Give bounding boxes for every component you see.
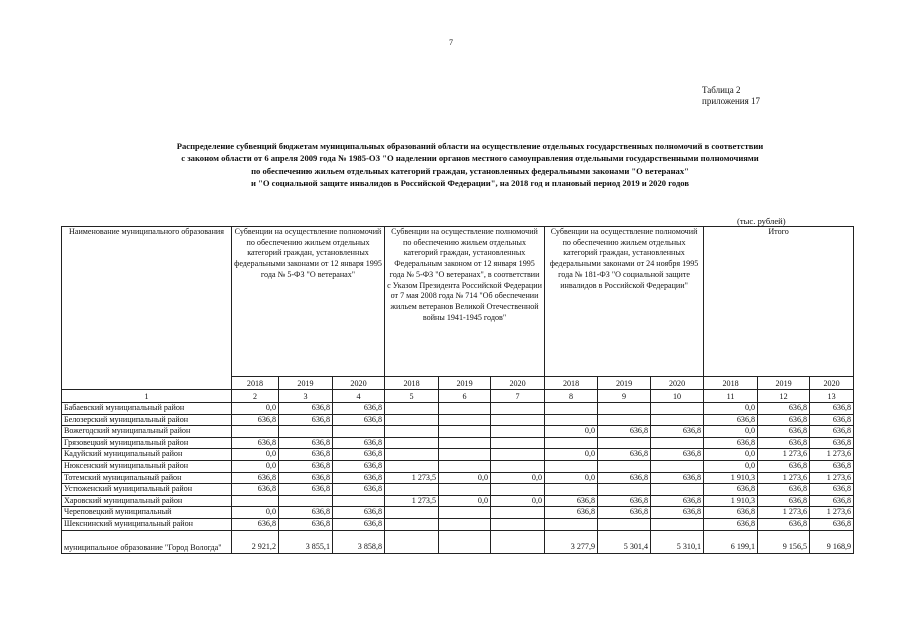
value-cell: [598, 518, 651, 530]
header-row: [62, 227, 854, 377]
value-cell: [491, 449, 545, 461]
year-cell: 2020: [810, 377, 854, 390]
year-cell: 2019: [279, 377, 333, 390]
municipality-name: Харовский муниципальный район: [62, 495, 232, 507]
column-number-row: [62, 390, 854, 403]
table-row: [62, 472, 854, 484]
value-cell: [385, 437, 439, 449]
value-cell: 636,8: [598, 449, 651, 461]
value-cell: 1 273,6: [758, 507, 810, 519]
value-cell: [598, 414, 651, 426]
page-number: 7: [449, 38, 453, 47]
column-number: 2: [232, 390, 279, 403]
value-cell: [545, 437, 598, 449]
value-cell: 5 310,1: [651, 530, 704, 553]
value-cell: 0,0: [545, 449, 598, 461]
municipality-name: Грязовецкий муниципальный район: [62, 437, 232, 449]
column-number: 1: [62, 390, 232, 403]
value-cell: 1 273,6: [810, 449, 854, 461]
column-number: 7: [491, 390, 545, 403]
header-name: Наименование муниципального образования: [62, 227, 232, 390]
column-number: 10: [651, 390, 704, 403]
value-cell: 636,8: [810, 437, 854, 449]
value-cell: 636,8: [333, 518, 385, 530]
value-cell: 636,8: [810, 460, 854, 472]
value-cell: [491, 426, 545, 438]
value-cell: 0,0: [545, 472, 598, 484]
value-cell: [651, 484, 704, 496]
column-number: 13: [810, 390, 854, 403]
value-cell: [439, 484, 491, 496]
value-cell: 636,8: [758, 414, 810, 426]
table-row: [62, 484, 854, 496]
value-cell: 0,0: [232, 403, 279, 415]
value-cell: [385, 414, 439, 426]
value-cell: 636,8: [810, 426, 854, 438]
municipality-name: Кадуйский муниципальный район: [62, 449, 232, 461]
subvention-table: [61, 226, 854, 554]
value-cell: 0,0: [704, 403, 758, 415]
value-cell: [385, 460, 439, 472]
value-cell: 636,8: [758, 484, 810, 496]
value-cell: 636,8: [279, 507, 333, 519]
table-row: [62, 495, 854, 507]
value-cell: 636,8: [704, 507, 758, 519]
value-cell: 636,8: [333, 460, 385, 472]
value-cell: 636,8: [232, 414, 279, 426]
year-cell: 2019: [439, 377, 491, 390]
value-cell: [279, 426, 333, 438]
value-cell: 636,8: [333, 449, 385, 461]
value-cell: 0,0: [439, 495, 491, 507]
value-cell: 636,8: [758, 426, 810, 438]
header-group2: Субвенции на осуществление полномочий по обеспечению жильем отдельных категорий граждан, установленных Федеральным законом от 12 января 1995 года № 5-ФЗ "О ветеранах", в соответствии с Указом Президента Российской Федерации от 7 мая 2008 года № 714 "Об обеспечении жильем ветеранов Великой Отечественной войны 1941-1945 годов": [385, 227, 545, 377]
value-cell: [439, 426, 491, 438]
year-cell: 2018: [704, 377, 758, 390]
value-cell: 636,8: [810, 484, 854, 496]
value-cell: 1 910,3: [704, 472, 758, 484]
value-cell: [651, 518, 704, 530]
value-cell: [279, 495, 333, 507]
value-cell: 636,8: [279, 460, 333, 472]
header-total: Итого: [704, 227, 854, 377]
value-cell: 636,8: [279, 518, 333, 530]
value-cell: 636,8: [651, 507, 704, 519]
value-cell: [439, 530, 491, 553]
value-cell: 636,8: [545, 507, 598, 519]
value-cell: 636,8: [545, 495, 598, 507]
value-cell: 5 301,4: [598, 530, 651, 553]
table-row: [62, 530, 854, 553]
value-cell: 636,8: [279, 437, 333, 449]
value-cell: [651, 460, 704, 472]
value-cell: 0,0: [232, 507, 279, 519]
value-cell: 3 855,1: [279, 530, 333, 553]
value-cell: [491, 507, 545, 519]
value-cell: 636,8: [279, 472, 333, 484]
year-cell: 2018: [545, 377, 598, 390]
table-note-line1: Таблица 2: [702, 85, 741, 95]
column-number: 8: [545, 390, 598, 403]
municipality-name: Череповецкий муниципальный: [62, 507, 232, 519]
value-cell: 0,0: [439, 472, 491, 484]
value-cell: [491, 530, 545, 553]
municipality-name: Белозерский муниципальный район: [62, 414, 232, 426]
value-cell: [545, 484, 598, 496]
value-cell: [651, 437, 704, 449]
value-cell: 636,8: [232, 472, 279, 484]
value-cell: 1 273,6: [758, 472, 810, 484]
table-row: [62, 460, 854, 472]
value-cell: 636,8: [279, 449, 333, 461]
value-cell: [545, 403, 598, 415]
year-cell: 2020: [491, 377, 545, 390]
value-cell: 636,8: [651, 472, 704, 484]
value-cell: [491, 437, 545, 449]
value-cell: 636,8: [758, 518, 810, 530]
column-number: 9: [598, 390, 651, 403]
value-cell: [385, 518, 439, 530]
value-cell: 636,8: [651, 426, 704, 438]
value-cell: 636,8: [232, 437, 279, 449]
year-cell: 2020: [333, 377, 385, 390]
value-cell: [385, 507, 439, 519]
table-row: [62, 507, 854, 519]
municipality-name: Устюженский муниципальный район: [62, 484, 232, 496]
municipality-name: Шекснинский муниципальный район: [62, 518, 232, 530]
value-cell: 1 273,5: [385, 472, 439, 484]
table-row: [62, 518, 854, 530]
value-cell: 1 273,5: [385, 495, 439, 507]
value-cell: 9 156,5: [758, 530, 810, 553]
value-cell: 636,8: [598, 507, 651, 519]
value-cell: 636,8: [651, 449, 704, 461]
value-cell: 636,8: [758, 460, 810, 472]
value-cell: 636,8: [279, 403, 333, 415]
value-cell: 0,0: [545, 426, 598, 438]
value-cell: 636,8: [333, 403, 385, 415]
title-line2: с законом области от 6 апреля 2009 года № 1985-ОЗ "О наделении органов местного самоуправления отдельными государственными полномочиями: [181, 153, 759, 164]
table-row: [62, 449, 854, 461]
value-cell: 0,0: [704, 426, 758, 438]
value-cell: 636,8: [333, 472, 385, 484]
value-cell: [439, 403, 491, 415]
municipality-name: муниципальное образование "Город Вологда": [62, 530, 232, 553]
table-note: [702, 85, 760, 107]
value-cell: 636,8: [810, 518, 854, 530]
value-cell: 2 921,2: [232, 530, 279, 553]
value-cell: 1 273,6: [810, 507, 854, 519]
value-cell: 1 273,6: [758, 449, 810, 461]
value-cell: [439, 437, 491, 449]
value-cell: 636,8: [598, 495, 651, 507]
value-cell: 0,0: [232, 449, 279, 461]
value-cell: 0,0: [491, 495, 545, 507]
value-cell: 636,8: [810, 403, 854, 415]
value-cell: 636,8: [704, 518, 758, 530]
value-cell: [598, 403, 651, 415]
value-cell: 0,0: [704, 460, 758, 472]
units-label: (тыс. рублей): [737, 216, 786, 226]
year-cell: 2018: [385, 377, 439, 390]
value-cell: 0,0: [704, 449, 758, 461]
value-cell: [491, 414, 545, 426]
header-group1: Субвенции на осуществление полномочий по обеспечению жильем отдельных категорий граждан, установленных федеральными законами от 12 января 1995 года № 5-ФЗ "О ветеранах": [232, 227, 385, 377]
value-cell: [598, 437, 651, 449]
value-cell: [439, 518, 491, 530]
title-line1: Распределение субвенций бюджетам муниципальных образований области на осуществление отдельных государственных полномочий в соответствии: [176, 141, 764, 151]
year-cell: 2019: [758, 377, 810, 390]
value-cell: 3 277,9: [545, 530, 598, 553]
value-cell: 1 910,3: [704, 495, 758, 507]
value-cell: 1 273,6: [810, 472, 854, 484]
value-cell: 0,0: [232, 460, 279, 472]
title-line3: по обеспечению жильем отдельных категорий граждан, установленных федеральными законами "О ветеранах": [251, 165, 689, 176]
year-cell: 2018: [232, 377, 279, 390]
value-cell: [385, 426, 439, 438]
value-cell: 636,8: [333, 414, 385, 426]
value-cell: [439, 507, 491, 519]
value-cell: 9 168,9: [810, 530, 854, 553]
municipality-name: Вожегодский муниципальный район: [62, 426, 232, 438]
value-cell: 636,8: [758, 437, 810, 449]
document-title: [110, 140, 830, 189]
value-cell: [232, 426, 279, 438]
header-group3: Субвенции на осуществление полномочий по обеспечению жильем отдельных категорий граждан, установленных федеральными законами от 24 ноября 1995 года № 181-ФЗ "О социальной защите инвалидов в Российской Федерации": [545, 227, 704, 377]
value-cell: [651, 414, 704, 426]
municipality-name: Тотемский муниципальный район: [62, 472, 232, 484]
value-cell: [333, 426, 385, 438]
value-cell: [232, 495, 279, 507]
year-cell: 2019: [598, 377, 651, 390]
value-cell: 636,8: [704, 414, 758, 426]
year-cell: 2020: [651, 377, 704, 390]
column-number: 5: [385, 390, 439, 403]
value-cell: [385, 449, 439, 461]
value-cell: [385, 403, 439, 415]
value-cell: [598, 484, 651, 496]
table-row: [62, 437, 854, 449]
table-note-line2: приложения 17: [702, 96, 761, 106]
value-cell: [545, 460, 598, 472]
value-cell: 636,8: [333, 484, 385, 496]
title-line4: и "О социальной защите инвалидов в Российской Федерации", на 2018 год и плановый период 2019 и 2020 годов: [250, 177, 690, 188]
column-number: 6: [439, 390, 491, 403]
value-cell: 6 199,1: [704, 530, 758, 553]
value-cell: 636,8: [333, 507, 385, 519]
table-row: [62, 403, 854, 415]
value-cell: 636,8: [279, 484, 333, 496]
value-cell: 636,8: [758, 403, 810, 415]
municipality-name: Нюксенский муниципальный район: [62, 460, 232, 472]
column-number: 11: [704, 390, 758, 403]
value-cell: 636,8: [704, 484, 758, 496]
value-cell: 636,8: [598, 472, 651, 484]
value-cell: [598, 460, 651, 472]
value-cell: [651, 403, 704, 415]
value-cell: 636,8: [279, 414, 333, 426]
value-cell: [545, 414, 598, 426]
value-cell: 636,8: [810, 414, 854, 426]
value-cell: [491, 518, 545, 530]
value-cell: [439, 449, 491, 461]
column-number: 4: [333, 390, 385, 403]
value-cell: [439, 414, 491, 426]
value-cell: [385, 484, 439, 496]
value-cell: [491, 460, 545, 472]
value-cell: [333, 495, 385, 507]
value-cell: [439, 460, 491, 472]
value-cell: 3 858,8: [333, 530, 385, 553]
value-cell: 636,8: [598, 426, 651, 438]
table-row: [62, 414, 854, 426]
value-cell: [491, 403, 545, 415]
value-cell: 0,0: [491, 472, 545, 484]
value-cell: [385, 530, 439, 553]
value-cell: [545, 518, 598, 530]
value-cell: 636,8: [232, 484, 279, 496]
value-cell: 636,8: [704, 437, 758, 449]
column-number: 3: [279, 390, 333, 403]
municipality-name: Бабаевский муниципальный район: [62, 403, 232, 415]
value-cell: [491, 484, 545, 496]
table-row: [62, 426, 854, 438]
value-cell: 636,8: [810, 495, 854, 507]
value-cell: 636,8: [333, 437, 385, 449]
value-cell: 636,8: [651, 495, 704, 507]
value-cell: 636,8: [758, 495, 810, 507]
column-number: 12: [758, 390, 810, 403]
value-cell: 636,8: [232, 518, 279, 530]
